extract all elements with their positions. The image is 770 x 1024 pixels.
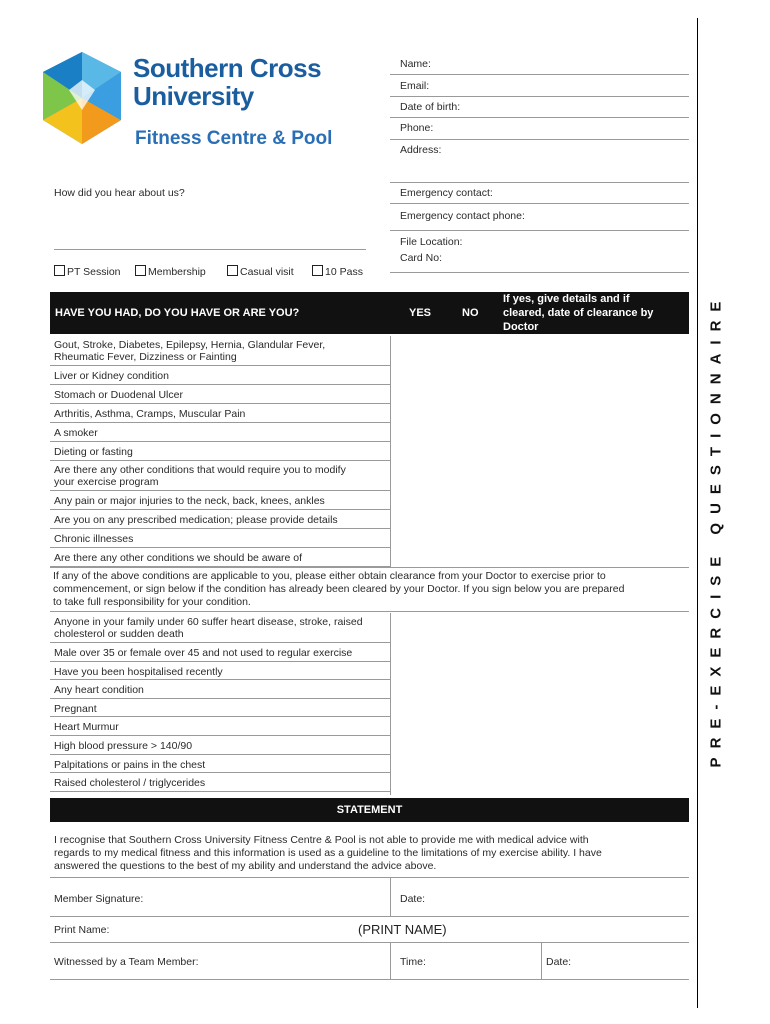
email-field[interactable]: [390, 96, 689, 97]
option-membership[interactable]: [135, 265, 206, 278]
statement-line: I recognise that Southern Cross University Fitness Centre & Pool is not able to provide me with medical advice with: [54, 834, 589, 846]
clearance-divider: [50, 567, 689, 568]
statement-text: [54, 834, 602, 873]
header-yes: YES: [409, 307, 432, 319]
option-label: Membership: [148, 266, 206, 278]
clearance-line: If any of the above conditions are applicable to you, please either obtain clearance from your Doctor to exercise prior to: [53, 570, 606, 582]
statement-title: STATEMENT: [336, 804, 403, 816]
question-row: [50, 366, 390, 385]
name-field[interactable]: [390, 74, 689, 75]
emergency-phone-label: Emergency contact phone:: [400, 210, 525, 222]
header-no: NO: [462, 307, 479, 319]
signature-divider: [390, 878, 391, 916]
option-label: Casual visit: [240, 266, 294, 278]
question-text: Gout, Stroke, Diabetes, Epilepsy, Hernia, Glandular Fever,: [54, 339, 326, 351]
question-row: [50, 336, 390, 366]
file-location-label: File Location:: [400, 236, 463, 248]
checkbox-icon: [54, 265, 65, 276]
logo-line1: Southern Cross: [133, 53, 322, 83]
option-label: 10 Pass: [325, 266, 363, 278]
question-text: Have you been hospitalised recently: [54, 665, 223, 678]
member-signature-field[interactable]: [50, 916, 689, 917]
member-signature-label: Member Signature:: [54, 893, 144, 905]
question-text: Raised cholesterol / triglycerides: [54, 777, 206, 790]
member-signature-date-label: Date:: [400, 893, 426, 905]
logo-subtitle: Fitness Centre & Pool: [135, 128, 333, 149]
phone-field[interactable]: [390, 139, 689, 140]
witness-date-label: Date:: [546, 956, 572, 968]
print-name-label: Print Name:: [54, 924, 110, 936]
clearance-line: to take full responsibility for your condition.: [53, 596, 251, 608]
question-text: Rheumatic Fever, Dizziness or Fainting: [54, 351, 237, 363]
question-text: Dieting or fasting: [54, 446, 133, 458]
question-text: A smoker: [54, 427, 98, 439]
question-text: Are you on any prescribed medication; please provide details: [54, 514, 338, 526]
university-logo-icon: [41, 50, 123, 146]
question-text: High blood pressure > 140/90: [54, 740, 193, 752]
dob-label: Date of birth:: [400, 101, 461, 113]
question-row: [50, 680, 390, 699]
question-text: Liver or Kidney condition: [54, 370, 169, 382]
side-title: PRE-EXERCISE QUESTIONNAIRE: [707, 292, 725, 768]
card-no-label: Card No:: [400, 252, 443, 264]
question-row: [50, 773, 390, 792]
question-text: Palpitations or pains in the chest: [54, 758, 206, 771]
address-label: Address:: [400, 144, 442, 156]
dob-field[interactable]: [390, 117, 689, 118]
header-details-2: cleared, date of clearance by: [503, 307, 654, 319]
question-text: Are there any other conditions we should be aware of: [54, 552, 303, 564]
question-text: Anyone in your family under 60 suffer heart disease, stroke, raised: [54, 616, 363, 628]
header-details-1: If yes, give details and if: [503, 293, 630, 305]
emergency-contact-label: Emergency contact:: [400, 187, 493, 199]
question-row: [50, 423, 390, 442]
question-text: Arthritis, Asthma, Cramps, Muscular Pain: [54, 408, 246, 420]
question-row: [50, 755, 390, 774]
logo-line2: University: [133, 81, 254, 111]
signature-top-line: [50, 877, 689, 878]
emergency-contact-field[interactable]: [390, 203, 689, 204]
question-row: [50, 491, 390, 510]
emergency-phone-field[interactable]: [390, 230, 689, 231]
phone-label: Phone:: [400, 122, 434, 134]
question-text: Chronic illnesses: [54, 533, 134, 545]
print-name-line: [50, 942, 689, 943]
header-details-3: Doctor: [503, 321, 539, 333]
question-row: [50, 699, 390, 718]
clearance-divider: [50, 611, 689, 612]
conditions-divider: [390, 336, 391, 567]
question-text: Male over 35 or female over 45 and not used to regular exercise: [54, 647, 353, 659]
statement-line: answered the questions to the best of my ability and understand the advice above.: [54, 860, 437, 872]
checkbox-icon: [312, 265, 323, 276]
question-row: [50, 404, 390, 423]
witness-divider: [541, 943, 542, 979]
question-row: [50, 717, 390, 736]
option-10-pass[interactable]: [312, 265, 363, 278]
question-row: [50, 461, 390, 491]
address-field[interactable]: [390, 182, 689, 183]
question-row: [50, 736, 390, 755]
option-label: PT Session: [67, 266, 121, 278]
header-question: HAVE YOU HAD, DO YOU HAVE OR ARE YOU?: [55, 307, 300, 319]
time-label: Time:: [400, 956, 426, 968]
statement-header: [50, 798, 689, 822]
question-text: cholesterol or sudden death: [54, 628, 184, 640]
question-row: [50, 548, 390, 567]
witness-field[interactable]: [50, 979, 689, 980]
checkbox-icon: [227, 265, 238, 276]
question-text: Are there any other conditions that would require you to modify: [54, 464, 346, 476]
statement-line: regards to my medical fitness and this information is used as a guideline to the limitations of my exercise ability. I have: [54, 847, 602, 859]
questionnaire-header: [50, 292, 689, 334]
option-casual-visit[interactable]: [227, 265, 294, 278]
option-pt-session[interactable]: [54, 265, 121, 278]
question-row: [50, 643, 390, 662]
witness-divider: [390, 943, 391, 979]
question-row: [50, 613, 390, 643]
question-row: [50, 385, 390, 404]
clearance-note: [53, 570, 689, 609]
clearance-line: commencement, or sign below if the condition has already been cleared by your Doctor. If you sign below you are prepared: [53, 583, 625, 595]
print-name-field[interactable]: (PRINT NAME): [358, 922, 447, 937]
witness-label: Witnessed by a Team Member:: [54, 956, 199, 968]
question-text: Heart Murmur: [54, 721, 119, 734]
card-no-field[interactable]: [390, 272, 689, 273]
question-text: Pregnant: [54, 702, 97, 715]
checkbox-icon: [135, 265, 146, 276]
row-divider: [50, 791, 390, 792]
question-text: Any heart condition: [54, 684, 144, 697]
hear-field[interactable]: [54, 249, 366, 250]
hear-question: How did you hear about us?: [54, 187, 185, 199]
question-row: [50, 442, 390, 461]
question-text: your exercise program: [54, 476, 159, 488]
question-row: [50, 529, 390, 548]
question-row: [50, 510, 390, 529]
email-label: Email:: [400, 80, 430, 92]
risks-divider: [390, 613, 391, 795]
question-text: Any pain or major injuries to the neck, back, knees, ankles: [54, 495, 325, 507]
name-label: Name:: [400, 58, 431, 70]
question-row: [50, 662, 390, 681]
question-text: Stomach or Duodenal Ulcer: [54, 389, 183, 401]
